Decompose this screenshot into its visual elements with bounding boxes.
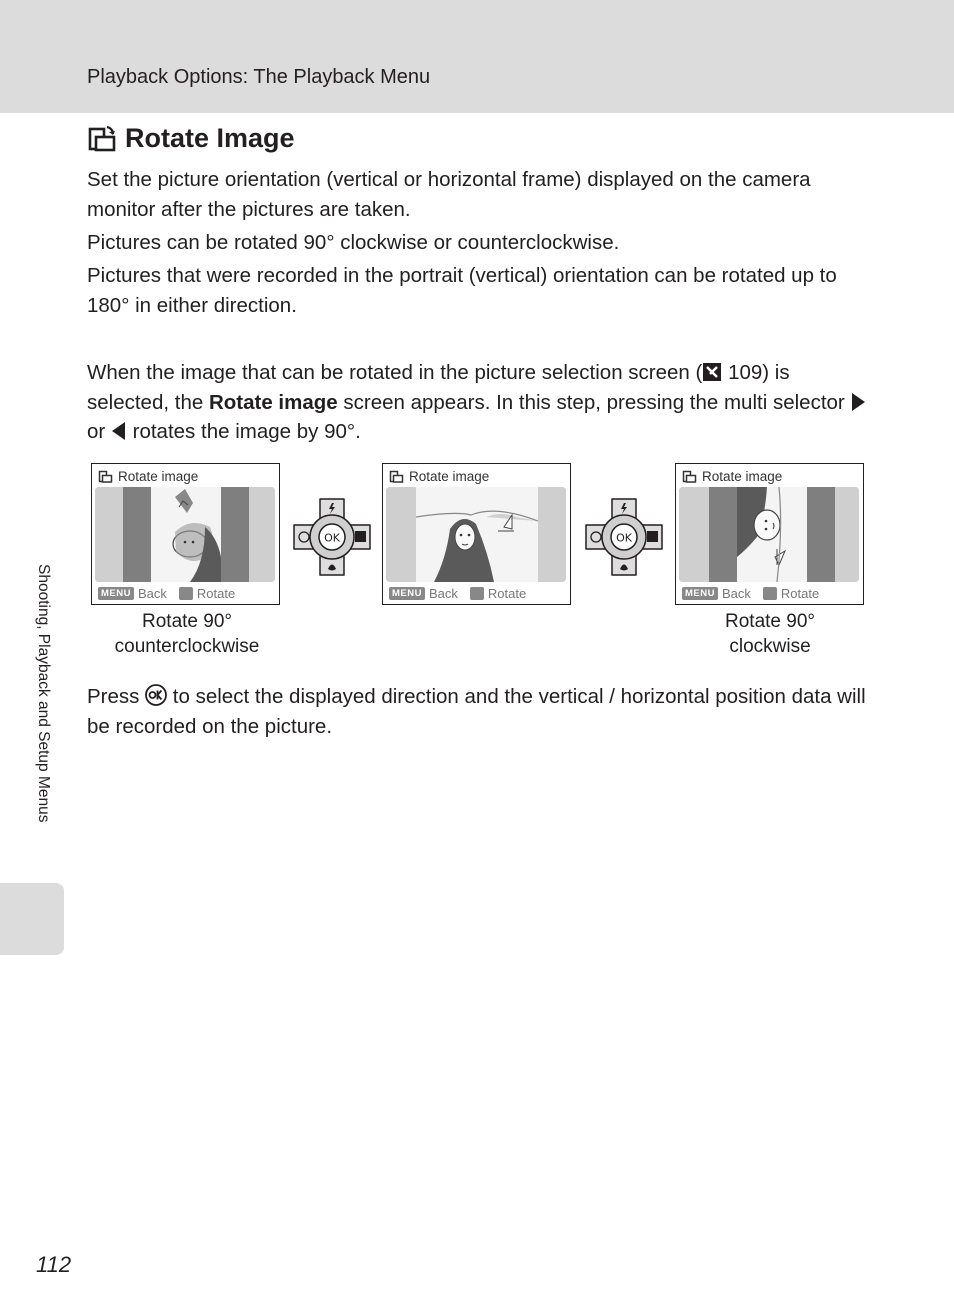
menu-key-icon: MENU	[389, 587, 425, 600]
screen-footer	[98, 586, 235, 601]
step-paragraph	[87, 358, 877, 447]
rotate-image-icon	[98, 469, 113, 484]
closing-text-1: Press	[87, 685, 146, 708]
page-number: 112	[36, 1252, 72, 1277]
multi-selector-icon	[584, 497, 664, 577]
photo-preview	[95, 487, 275, 582]
page-reference-icon	[702, 362, 722, 382]
caption-cw-line2: clockwise	[729, 636, 811, 657]
step-text-2: ) is selected, the	[87, 361, 790, 414]
caption-ccw-line2: counterclockwise	[114, 636, 260, 657]
rotate-image-icon	[389, 469, 404, 484]
step-or: or	[87, 420, 111, 443]
section-header: Playback Options: The Playback Menu	[87, 66, 431, 88]
step-text-4: rotates the image by 90°.	[126, 420, 361, 443]
sidebar-label: Shooting, Playback and Setup Menus	[35, 564, 52, 823]
portrait-photo-rotated-ccw	[95, 487, 275, 582]
intro-paragraph-2: Pictures can be rotated 90° clockwise or counterclockwise.	[87, 231, 620, 254]
intro-paragraph-3: Pictures that were recorded in the portrait (vertical) orientation can be rotated up to 180° in either direction.	[87, 264, 837, 317]
screen-title-text: Rotate image	[118, 469, 199, 484]
photo-preview	[386, 487, 566, 582]
rotate-image-icon	[87, 124, 117, 154]
caption-ccw	[87, 609, 287, 659]
ok-button-label: OK	[324, 531, 340, 545]
back-label: Back	[428, 586, 458, 601]
rotate-label: Rotate	[780, 586, 820, 601]
screen-footer	[389, 586, 526, 601]
left-arrow-icon	[111, 421, 127, 441]
closing-text-2: to select the displayed direction and the vertical / horizontal position data will be recorded on the picture.	[87, 685, 866, 738]
screen-rotate-cw	[675, 463, 864, 605]
section-tab	[0, 883, 64, 955]
menu-key-icon: MENU	[682, 587, 718, 600]
screen-original	[382, 463, 571, 605]
caption-cw-line1: Rotate 90°	[725, 611, 815, 632]
screen-title	[389, 469, 489, 484]
screen-title-text: Rotate image	[702, 469, 783, 484]
header-band	[0, 0, 954, 113]
caption-cw	[670, 609, 870, 659]
step-text-3: screen appears. In this step, pressing the multi selector	[337, 390, 851, 414]
left-right-key-icon	[470, 587, 484, 600]
page-title	[87, 123, 295, 154]
exposure-icon	[355, 531, 366, 542]
screen-title-text: Rotate image	[409, 469, 490, 484]
multi-selector-icon	[292, 497, 372, 577]
rotate-image-icon	[682, 469, 697, 484]
caption-ccw-line1: Rotate 90°	[142, 611, 232, 632]
rotate-label: Rotate	[487, 586, 527, 601]
back-label: Back	[137, 586, 167, 601]
step-text-1: When the image that can be rotated in the picture selection screen (	[87, 361, 703, 384]
left-right-key-icon	[763, 587, 777, 600]
exposure-icon	[647, 531, 658, 542]
photo-preview	[679, 487, 859, 582]
ok-button-label: OK	[616, 531, 632, 545]
intro-paragraph-1: Set the picture orientation (vertical or horizontal frame) displayed on the camera monitor after the pictures are taken.	[87, 168, 811, 221]
screen-title	[682, 469, 782, 484]
screen-footer	[682, 586, 819, 601]
landscape-photo	[386, 487, 566, 582]
closing-paragraph	[87, 682, 877, 741]
screen-rotate-ccw	[91, 463, 280, 605]
rotate-label: Rotate	[196, 586, 236, 601]
step-page-ref: 109	[728, 361, 763, 384]
right-arrow-icon	[850, 392, 866, 412]
ok-button-icon	[145, 684, 167, 706]
step-bold-term: Rotate image	[208, 390, 338, 414]
left-right-key-icon	[179, 587, 193, 600]
menu-key-icon: MENU	[98, 587, 134, 600]
page-title-text: Rotate Image	[125, 123, 295, 153]
screen-title	[98, 469, 198, 484]
back-label: Back	[721, 586, 751, 601]
portrait-photo-rotated-cw	[679, 487, 859, 582]
